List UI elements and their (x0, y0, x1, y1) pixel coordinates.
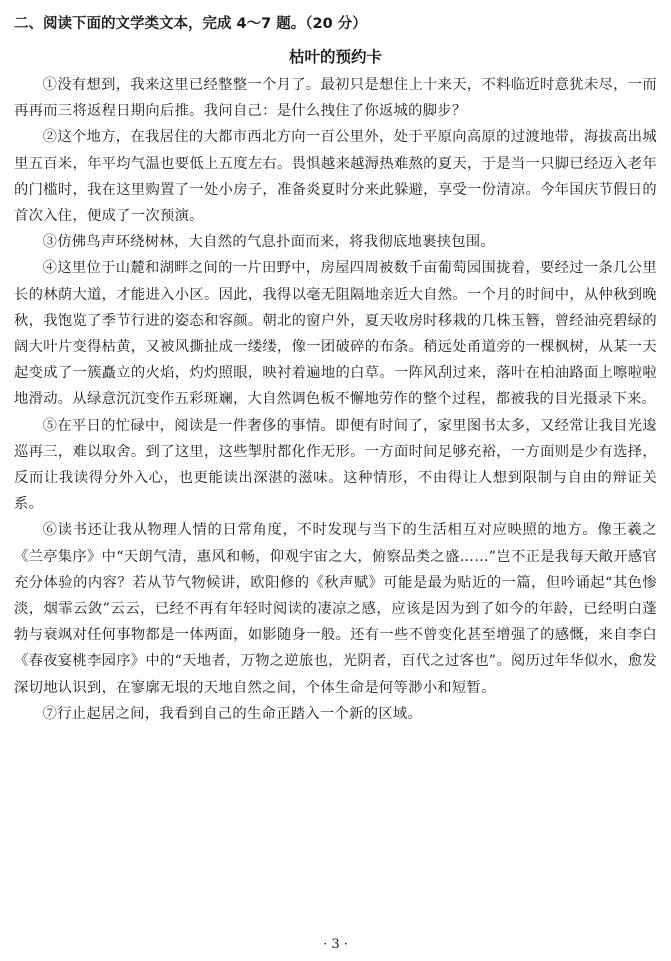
paragraph-1: ①没有想到，我来这里已经整整一个月了。最初只是想住上十来天，不料临近时意犹未尽，一而再再而三将返程日期向后推。我问自己：是什么拽住了你返城的脚步？ (14, 77, 657, 120)
paragraph-2: ②这个地方，在我居住的大都市西北方向一百公里外，处于平原向高原的过渡地带，海拔高出城里五百米，年平均气温也要低上五度左右。畏惧越来越溽热难熬的夏天，于是当一只脚已经迈入老年的门槛时，我在这里购置了一处小房子，准备炎夏时分来此躲避，享受一份清凉。今年国庆节假日的首次入住，便成了一次预演。 (14, 129, 657, 225)
page-number: · 3 · (323, 937, 348, 952)
article-body (14, 72, 657, 727)
section-heading: 二、阅读下面的文学类文本，完成 4～7 题。（20 分） (14, 16, 367, 32)
paragraph-6: ⑥读书还让我从物理人情的日常角度，不时发现与当下的生活相互对应映照的地方。像王羲之《兰亭集序》中“天朗气清，惠风和畅，仰观宇宙之大，俯察品类之盛……”岂不正是我每天敞开感官充分体验的内容？若从节气物候讲，欧阳修的《秋声赋》可能是最为贴近的一篇，但吟诵起“其色惨淡，烟霏云敛”云云，已经不再有年轻时阅读的凄凉之感，应该是因为到了如今的年龄，已经明白蓬勃与衰飒对任何事物都是一体两面，如影随身一般。还有一些不曾变化甚至增强了的感慨，来自李白《春夜宴桃李园序》中的“天地者，万物之逆旅也，光阴者，百代之过客也”。阅历过年华似水，愈发深切地认识到，在寥廓无垠的天地自然之间，个体生命是何等渺小和短暂。 (14, 522, 657, 696)
paragraph-5: ⑤在平日的忙碌中，阅读是一件奢侈的事情。即便有时间了，家里图书太多，又经常让我目光逡巡再三，难以取舍。到了这里，这些掣肘都化作无形。一方面时间足够充裕，一方面则是少有选择，反而让我读得分外入心，也更能读出深湛的滋味。这种情形，不由得让人想到限制与自由的辩证关系。 (14, 417, 657, 513)
paragraph-3: ③仿佛鸟声环绕树林，大自然的气息扑面而来，将我彻底地裹挟包围。 (42, 234, 496, 251)
paragraph-4: ④这里位于山麓和湖畔之间的一片田野中，房屋四周被数千亩葡萄园围拢着，要经过一条几公里长的林荫大道，才能进入小区。因此，我得以毫无阻隔地亲近大自然。一个月的时间中，从仲秋到晚秋，我饱览了季节行进的姿态和容颜。朝北的窗户外，夏天收房时移栽的几株玉簪，曾经油亮碧绿的阔大叶片变得枯黄，又被风撕扯成一缕缕，像一团破碎的布条。稍远处甬道旁的一棵枫树，从某一天起变成了一簇矗立的火焰，灼灼照眼，映衬着遍地的白草。一阵风刮过来，落叶在柏油路面上嚓啦啦地滑动。从绿意沉沉变作五彩斑斓，大自然调色板不懈地劳作的整个过程，都被我的目光摄录下来。 (14, 260, 657, 408)
paragraph-7: ⑦行止起居之间，我看到自己的生命正踏入一个新的区域。 (42, 705, 423, 722)
article-title: 枯叶的预约卡 (288, 48, 382, 66)
